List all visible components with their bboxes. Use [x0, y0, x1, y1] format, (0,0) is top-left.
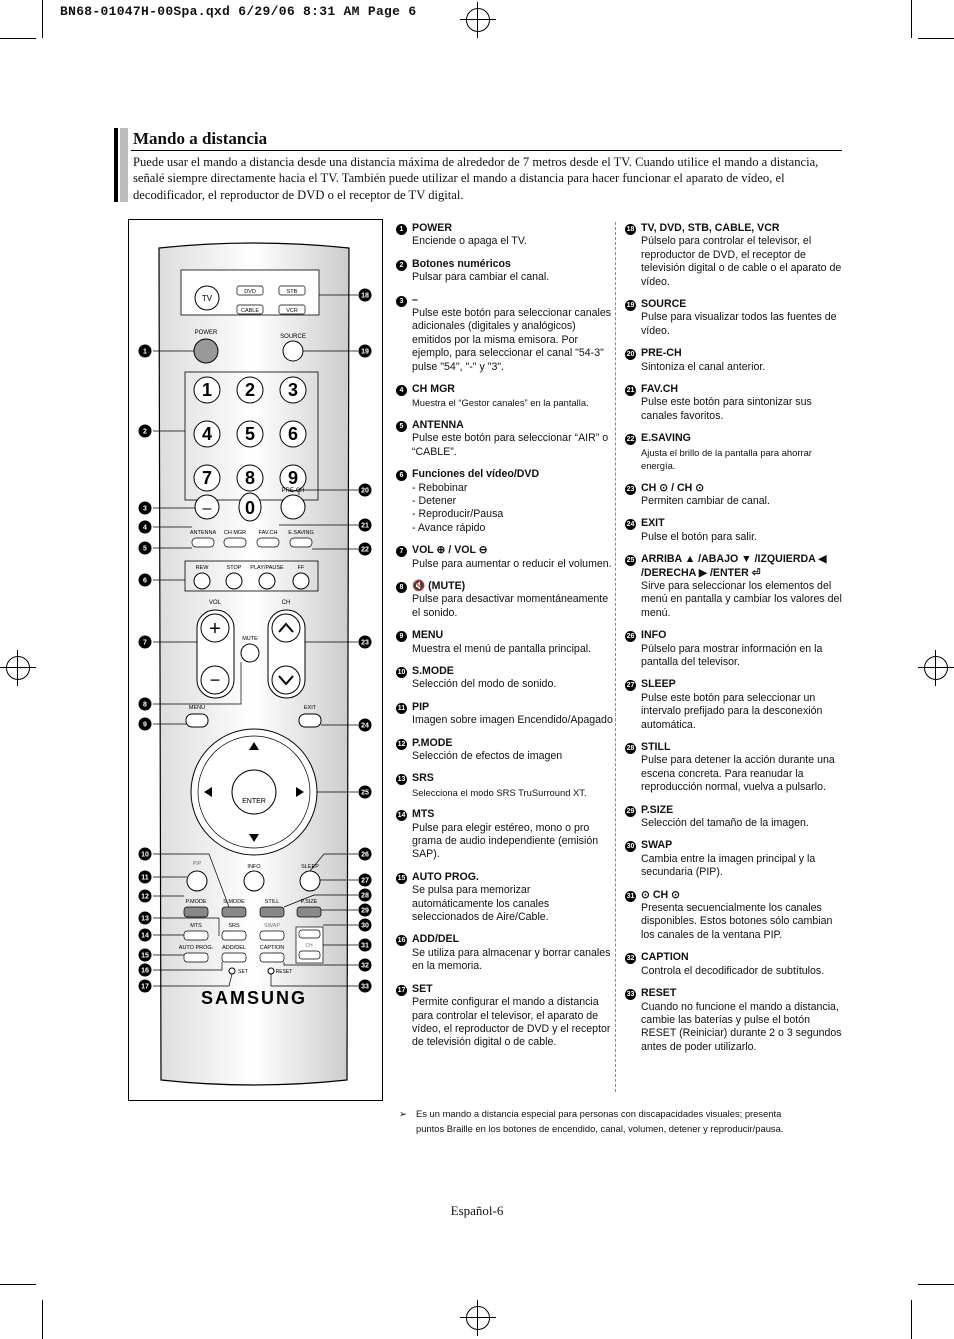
mode-dvd-label: DVD	[244, 289, 256, 295]
rew-label: REW	[195, 565, 209, 571]
description-item	[625, 517, 845, 544]
description-item	[396, 222, 614, 249]
item-description: Pulse para aumentar o reducir el volumen.	[412, 557, 612, 570]
item-description: Pulsar para cambiar el canal.	[412, 271, 550, 284]
description-item	[625, 889, 845, 943]
sleep-button[interactable]	[300, 871, 320, 891]
digit-keys[interactable]	[194, 377, 306, 491]
description-item	[625, 347, 845, 374]
digit-label-3: 3	[287, 380, 299, 400]
item-title: SLEEP	[641, 678, 676, 691]
description-item	[396, 871, 614, 925]
description-item	[396, 772, 614, 799]
description-item	[625, 951, 845, 978]
item-title: CH ⊙ / CH ⊙	[641, 481, 705, 494]
psize-label: P.SIZE	[300, 899, 318, 905]
item-number-badge: 9	[396, 631, 407, 642]
item-description: Ajusta el brillo de la pantalla para ahorrar energía.	[641, 446, 812, 472]
callout-number: 9	[143, 721, 147, 729]
item-description: Pulse el botón para salir.	[641, 530, 758, 543]
item-description: Permite configurar el mando a distancia para controlar el televisor, el aparato de vídeo, el reproductor de DVD y el receptor de televisión digital o de cable.	[412, 996, 611, 1049]
section-bar-shade	[120, 128, 128, 202]
item-number-badge: 2	[396, 260, 407, 271]
item-number-badge: 4	[396, 385, 407, 396]
item-title: PRE-CH	[641, 347, 682, 360]
description-item	[625, 553, 845, 620]
menu-label: MENU	[188, 705, 206, 711]
set-label: SET	[238, 969, 248, 975]
callout-number: 28	[361, 892, 369, 900]
item-number-badge: 23	[626, 485, 635, 493]
item-number-badge: 13	[397, 776, 406, 784]
callout-number: 13	[141, 915, 149, 923]
vol-label: VOL	[208, 600, 222, 606]
item-number-badge: 18	[626, 226, 635, 233]
digit-label-1: 1	[201, 380, 213, 400]
mode-vcr-label: VCR	[286, 308, 298, 314]
item-description: - Detener	[412, 494, 457, 507]
callout-number: 12	[141, 893, 149, 901]
prech-button[interactable]	[281, 495, 305, 519]
smode-button[interactable]	[222, 907, 246, 917]
ch-label: CH	[281, 600, 291, 606]
description-item	[625, 987, 845, 1054]
crop-mark	[911, 0, 912, 38]
item-number-badge: 7	[396, 546, 407, 557]
print-slug: BN68-01047H-00Spa.qxd 6/29/06 8:31 AM Page 6	[60, 4, 417, 19]
note-arrow-icon: ➢	[399, 1108, 407, 1119]
item-title: PIP	[412, 700, 430, 713]
item-description: - Reproducir/Pausa	[412, 508, 504, 521]
power-button[interactable]	[194, 339, 218, 363]
mode-cable-label: CABLE	[240, 308, 260, 314]
description-item	[625, 383, 845, 423]
item-number-badge: 6	[396, 470, 407, 481]
pmode-label: P.MODE	[185, 899, 207, 905]
pip-ch-label: CH	[305, 943, 313, 949]
item-number-badge: 29	[626, 807, 635, 815]
description-item	[396, 419, 614, 459]
exit-label: EXIT	[303, 705, 317, 711]
description-item	[396, 383, 614, 410]
item-title: 🔇 (MUTE)	[412, 579, 466, 592]
item-description: Púlselo para controlar el televisor, el reproductor de DVD, el receptor de televisión digital o de cable o el aparato de vídeo.	[641, 235, 842, 288]
reset-label: RESET	[275, 969, 293, 975]
smode-label: S.MODE	[223, 899, 245, 905]
callout-number: 14	[141, 932, 149, 940]
callout-number: 3	[143, 505, 147, 513]
prech-label: PRE-CH	[281, 488, 305, 494]
still-button[interactable]	[260, 907, 284, 917]
item-number-badge: 25	[626, 557, 635, 565]
note-text: Es un mando a distancia especial para personas con discapacidades visuales; presenta puntos Braille en los botones de encendido, canal, volumen, detener y reproducir/pausa.	[416, 1108, 784, 1134]
description-item	[396, 665, 614, 692]
item-title: ADD/DEL	[412, 933, 460, 946]
item-number-badge: 11	[397, 704, 406, 712]
item-description: Imagen sobre imagen Encendido/Apagado	[412, 714, 613, 727]
crop-mark	[918, 1284, 954, 1285]
digit-label-7: 7	[201, 468, 213, 488]
dash-label: –	[202, 500, 212, 517]
description-item	[396, 468, 614, 535]
item-title: MENU	[412, 629, 444, 642]
item-number-badge: 1	[396, 224, 407, 235]
callout-number: 11	[141, 874, 149, 882]
source-button[interactable]	[283, 341, 303, 361]
item-description: Presenta secuencialmente los canales disponibles. Estos botones sólo cambian los canales de la ventana PIP.	[641, 902, 833, 941]
item-number-badge: 33	[626, 991, 635, 999]
item-description: Pulse para visualizar todos las fuentes de vídeo.	[641, 311, 837, 337]
item-number-badge: 17	[397, 986, 406, 994]
item-title: AUTO PROG.	[412, 870, 479, 883]
item-description: Sintoniza el canal anterior.	[641, 360, 766, 373]
description-column-right	[625, 222, 845, 1063]
item-description: Pulse este botón para seleccionar un intervalo prefijado para la desconexión automática.	[641, 691, 823, 731]
esaving-button[interactable]	[290, 538, 312, 547]
remote-illustration	[129, 220, 382, 1100]
callout-number: 16	[141, 967, 149, 975]
pmode-button[interactable]	[184, 907, 208, 917]
item-number-badge: 8	[396, 582, 407, 593]
item-title: RESET	[641, 987, 677, 1000]
item-number-badge: 32	[626, 955, 635, 963]
item-title: P.MODE	[412, 736, 453, 749]
item-description: Muestra el “Gestor canales” en la pantalla.	[412, 397, 589, 409]
callout-number: 29	[361, 907, 369, 915]
mode-stb-label: STB	[286, 289, 298, 295]
adddel-label: ADD/DEL	[222, 945, 246, 951]
pip-label: PIP	[192, 861, 202, 867]
description-column-left	[396, 222, 614, 1059]
digit-label-4: 4	[201, 424, 213, 444]
braille-note	[399, 1106, 799, 1136]
item-number-badge: 3	[396, 296, 407, 307]
digit-label-9: 9	[287, 468, 299, 488]
stop-label: STOP	[226, 565, 242, 571]
info-label: INFO	[247, 864, 261, 870]
item-title: TV, DVD, STB, CABLE, VCR	[641, 222, 780, 234]
item-title: SRS	[412, 772, 434, 785]
psize-button[interactable]	[297, 907, 321, 917]
callout-number: 17	[141, 983, 149, 991]
crop-mark	[911, 1300, 912, 1339]
item-title: E.SAVING	[641, 432, 691, 445]
title-rule	[131, 150, 842, 151]
swap-label: SWAP	[264, 923, 280, 929]
item-number-badge: 22	[626, 436, 635, 444]
item-title: CAPTION	[641, 951, 689, 964]
srs-button[interactable]	[222, 931, 246, 940]
mode-tv-label: TV	[201, 294, 213, 303]
item-description: Pulse este botón para seleccionar canales adicionales (digitales y analógicos) emitidos por la misma emisora. Por ejemplo, para seleccionar el canal "54-3" pulse "54", "-" y "3".	[412, 307, 612, 373]
item-description: Selección de efectos de imagen	[412, 750, 563, 762]
crop-mark	[0, 1284, 36, 1285]
remote-figure-frame	[128, 219, 383, 1101]
item-title: SOURCE	[641, 298, 687, 311]
item-title: POWER	[412, 222, 453, 234]
registration-mark	[918, 650, 954, 686]
callout-number: 10	[141, 851, 149, 859]
callout-number: 26	[361, 851, 369, 859]
item-description: Selección del tamaño de la imagen.	[641, 817, 809, 830]
item-title: SWAP	[641, 839, 673, 852]
item-description: Se pulsa para memorizar automáticamente los canales seleccionados de Aire/Cable.	[412, 884, 550, 924]
callout-number: 2	[143, 428, 147, 436]
srs-label: SRS	[228, 923, 240, 929]
item-title: Botones numéricos	[412, 257, 511, 270]
crop-mark	[918, 38, 954, 39]
section-title: Mando a distancia	[133, 129, 268, 148]
antenna-button[interactable]	[192, 538, 214, 547]
item-title: S.MODE	[412, 664, 454, 677]
reset-button[interactable]	[268, 968, 274, 974]
svg-text:+: +	[209, 618, 221, 640]
callout-number: 7	[143, 639, 147, 647]
crop-mark	[0, 38, 36, 39]
set-button[interactable]	[229, 968, 235, 974]
esaving-label: E.SAVING	[288, 530, 314, 536]
description-item	[396, 933, 614, 973]
description-item	[625, 741, 845, 795]
item-title: INFO	[641, 629, 667, 642]
item-description: - Rebobinar	[412, 481, 468, 494]
description-item	[625, 839, 845, 879]
callout-number: 31	[361, 942, 369, 950]
pip-ch-down-button[interactable]	[299, 951, 320, 959]
caption-button[interactable]	[260, 953, 284, 962]
mts-button[interactable]	[184, 931, 208, 940]
item-description: Controla el decodificador de subtítulos.	[641, 964, 825, 977]
callout-number: 32	[361, 962, 369, 970]
rew-button[interactable]	[194, 573, 210, 589]
registration-mark	[460, 2, 496, 38]
description-item	[396, 983, 614, 1050]
registration-mark	[460, 1300, 496, 1336]
info-button[interactable]	[244, 871, 264, 891]
column-divider	[615, 222, 616, 1092]
description-item	[625, 678, 845, 732]
item-description: Enciende o apaga el TV.	[412, 235, 527, 248]
swap-button[interactable]	[260, 931, 284, 940]
item-description: Púlselo para mostrar información en la pantalla del televisor.	[641, 642, 823, 668]
digit-label-8: 8	[244, 468, 256, 488]
callout-number: 5	[143, 545, 147, 553]
item-title: VOL ⊕ / VOL ⊖	[412, 544, 488, 557]
item-title: EXIT	[641, 517, 665, 530]
item-title: MTS	[412, 808, 435, 821]
crop-mark	[42, 1300, 43, 1339]
item-description: Pulse este botón para sintonizar sus canales favoritos.	[641, 396, 812, 422]
callout-number: 24	[361, 722, 369, 730]
antenna-label: ANTENNA	[189, 530, 217, 536]
item-description: Pulse para desactivar momentáneamente el sonido.	[412, 593, 609, 619]
callout-number: 1	[143, 348, 147, 356]
callout-number: 15	[141, 952, 149, 960]
digit-label-5: 5	[244, 424, 256, 444]
item-description: Selección del modo de sonido.	[412, 678, 557, 691]
item-number-badge: 21	[626, 387, 635, 395]
callout-number: 30	[361, 922, 369, 930]
section-bar	[114, 128, 118, 202]
item-number-badge: 15	[397, 874, 406, 882]
callout-number: 19	[361, 348, 369, 356]
description-item	[396, 580, 614, 620]
item-title: –	[412, 293, 418, 306]
mute-button[interactable]	[241, 644, 259, 662]
item-number-badge: 19	[626, 302, 635, 310]
chmgr-button[interactable]	[224, 538, 246, 547]
item-description: Pulse para detener la acción durante una escena concreta. Para reanudar la reproducción normal, vuelva a pulsarlo.	[641, 754, 835, 794]
item-title: ⊙ CH ⊙	[641, 888, 680, 901]
enter-label: ENTER	[242, 798, 266, 805]
description-item	[625, 298, 845, 338]
digit-label-2: 2	[244, 380, 256, 400]
mute-label: MUTE	[242, 636, 258, 642]
registration-mark	[0, 650, 36, 686]
item-description: Cuando no funcione el mando a distancia, cambie las baterías y pulse el botón RESET (Reiniciar) durante 2 o 3 segundos antes de poder utilizarlo.	[641, 1000, 842, 1053]
callout-number: 20	[361, 487, 369, 495]
playpause-label: PLAY/PAUSE	[250, 565, 284, 571]
sleep-label: SLEEP	[301, 864, 319, 870]
item-title: SET	[412, 982, 433, 995]
favch-button[interactable]	[257, 538, 279, 547]
item-number-badge: 28	[626, 745, 635, 752]
item-number-badge: 5	[396, 421, 407, 432]
caption-label: CAPTION	[259, 945, 285, 951]
item-number-badge: 27	[626, 682, 635, 690]
item-title: Funciones del vídeo/DVD	[412, 468, 540, 481]
chmgr-label: CH MGR	[223, 530, 247, 536]
ff-button[interactable]	[293, 573, 309, 589]
item-description: Muestra el menú de pantalla principal.	[412, 642, 592, 655]
description-item	[396, 737, 614, 764]
item-description: Cambia entre la imagen principal y la secundaria (PIP).	[641, 852, 816, 879]
callout-number: 22	[361, 546, 369, 554]
stop-button[interactable]	[226, 573, 242, 589]
callout-number: 8	[143, 701, 147, 709]
favch-label: FAV.CH	[258, 530, 278, 536]
ff-label: FF	[297, 565, 305, 571]
description-item	[396, 294, 614, 374]
intro-paragraph: Puede usar el mando a distancia desde una distancia máxima de alrededor de 7 metros desde el TV. Cuando utilice el mando a distancia, señalé siempre directamente hacia el TV. También puede utilizar el mando a distancia para hacer funcionar el aparato de vídeo, el decodificador, el reproductor de DVD o el receptor de TV digital.	[133, 155, 819, 202]
pip-ch-up-button[interactable]	[299, 930, 320, 938]
item-title: ANTENNA	[412, 418, 464, 431]
description-item	[625, 804, 845, 831]
item-number-badge: 14	[397, 812, 406, 820]
digit-zero[interactable]: 0	[244, 498, 256, 518]
item-number-badge: 26	[626, 633, 635, 641]
playpause-button[interactable]	[259, 573, 275, 589]
item-number-badge: 16	[397, 937, 406, 945]
description-item	[396, 544, 614, 571]
item-title: FAV.CH	[641, 383, 679, 396]
source-label: SOURCE	[280, 334, 306, 340]
description-item	[396, 258, 614, 285]
brand-logo: SAMSUNG	[200, 988, 308, 1008]
item-title: P.SIZE	[641, 803, 674, 816]
item-description: Pulse para elegir estéreo, mono o pro grama de audio independiente (emisión SAP).	[412, 821, 599, 861]
description-item	[396, 629, 614, 656]
still-label: STILL	[264, 899, 280, 905]
item-description: Permiten cambiar de canal.	[641, 494, 770, 507]
item-title: STILL	[641, 741, 671, 753]
pip-button[interactable]	[187, 871, 207, 891]
mts-label: MTS	[190, 923, 202, 929]
item-number-badge: 24	[626, 521, 635, 529]
item-title: CH MGR	[412, 383, 455, 396]
callout-number: 25	[361, 789, 369, 797]
callout-number: 33	[361, 983, 369, 991]
item-number-badge: 20	[626, 351, 635, 359]
description-item	[625, 432, 845, 472]
item-number-badge: 10	[397, 668, 406, 676]
description-item	[625, 629, 845, 669]
digit-label-6: 6	[287, 424, 299, 444]
description-item	[625, 482, 845, 509]
item-description: Selecciona el modo SRS TruSurround XT.	[412, 786, 587, 798]
enter-button[interactable]	[232, 770, 276, 814]
description-item	[396, 701, 614, 728]
description-item	[625, 222, 845, 289]
item-description: Se utiliza para almacenar y borrar canales en la memoria.	[412, 946, 611, 973]
callout-number: 18	[361, 292, 369, 300]
power-label: POWER	[194, 330, 218, 336]
exit-button[interactable]	[299, 714, 321, 727]
item-title: ARRIBA ▲ /ABAJO ▼ /IZQUIERDA ◀ /DERECHA ▶ /ENTER ⏎	[641, 553, 827, 579]
item-number-badge: 30	[626, 843, 635, 851]
callout-number: 27	[361, 877, 369, 885]
autoprog-label: AUTO PROG.	[178, 945, 214, 951]
item-description: - Avance rápido	[412, 521, 486, 534]
description-item	[396, 808, 614, 862]
adddel-button[interactable]	[222, 953, 246, 962]
item-number-badge: 31	[626, 892, 635, 900]
callout-number: 4	[143, 524, 147, 532]
svg-text:−: −	[209, 670, 221, 690]
item-description: Sirve para seleccionar los elementos del menú en pantalla y cambiar los valores del menú.	[641, 579, 842, 619]
callout-number: 21	[361, 522, 369, 530]
menu-button[interactable]	[186, 714, 208, 727]
crop-mark	[42, 0, 43, 38]
page-number: Español-6	[450, 1203, 504, 1218]
autoprog-button[interactable]	[184, 953, 208, 962]
item-description: Pulse este botón para seleccionar “AIR” o “CABLE”.	[412, 432, 609, 458]
item-number-badge: 12	[397, 740, 406, 748]
callout-number: 23	[361, 639, 369, 647]
callout-number: 6	[143, 577, 147, 585]
